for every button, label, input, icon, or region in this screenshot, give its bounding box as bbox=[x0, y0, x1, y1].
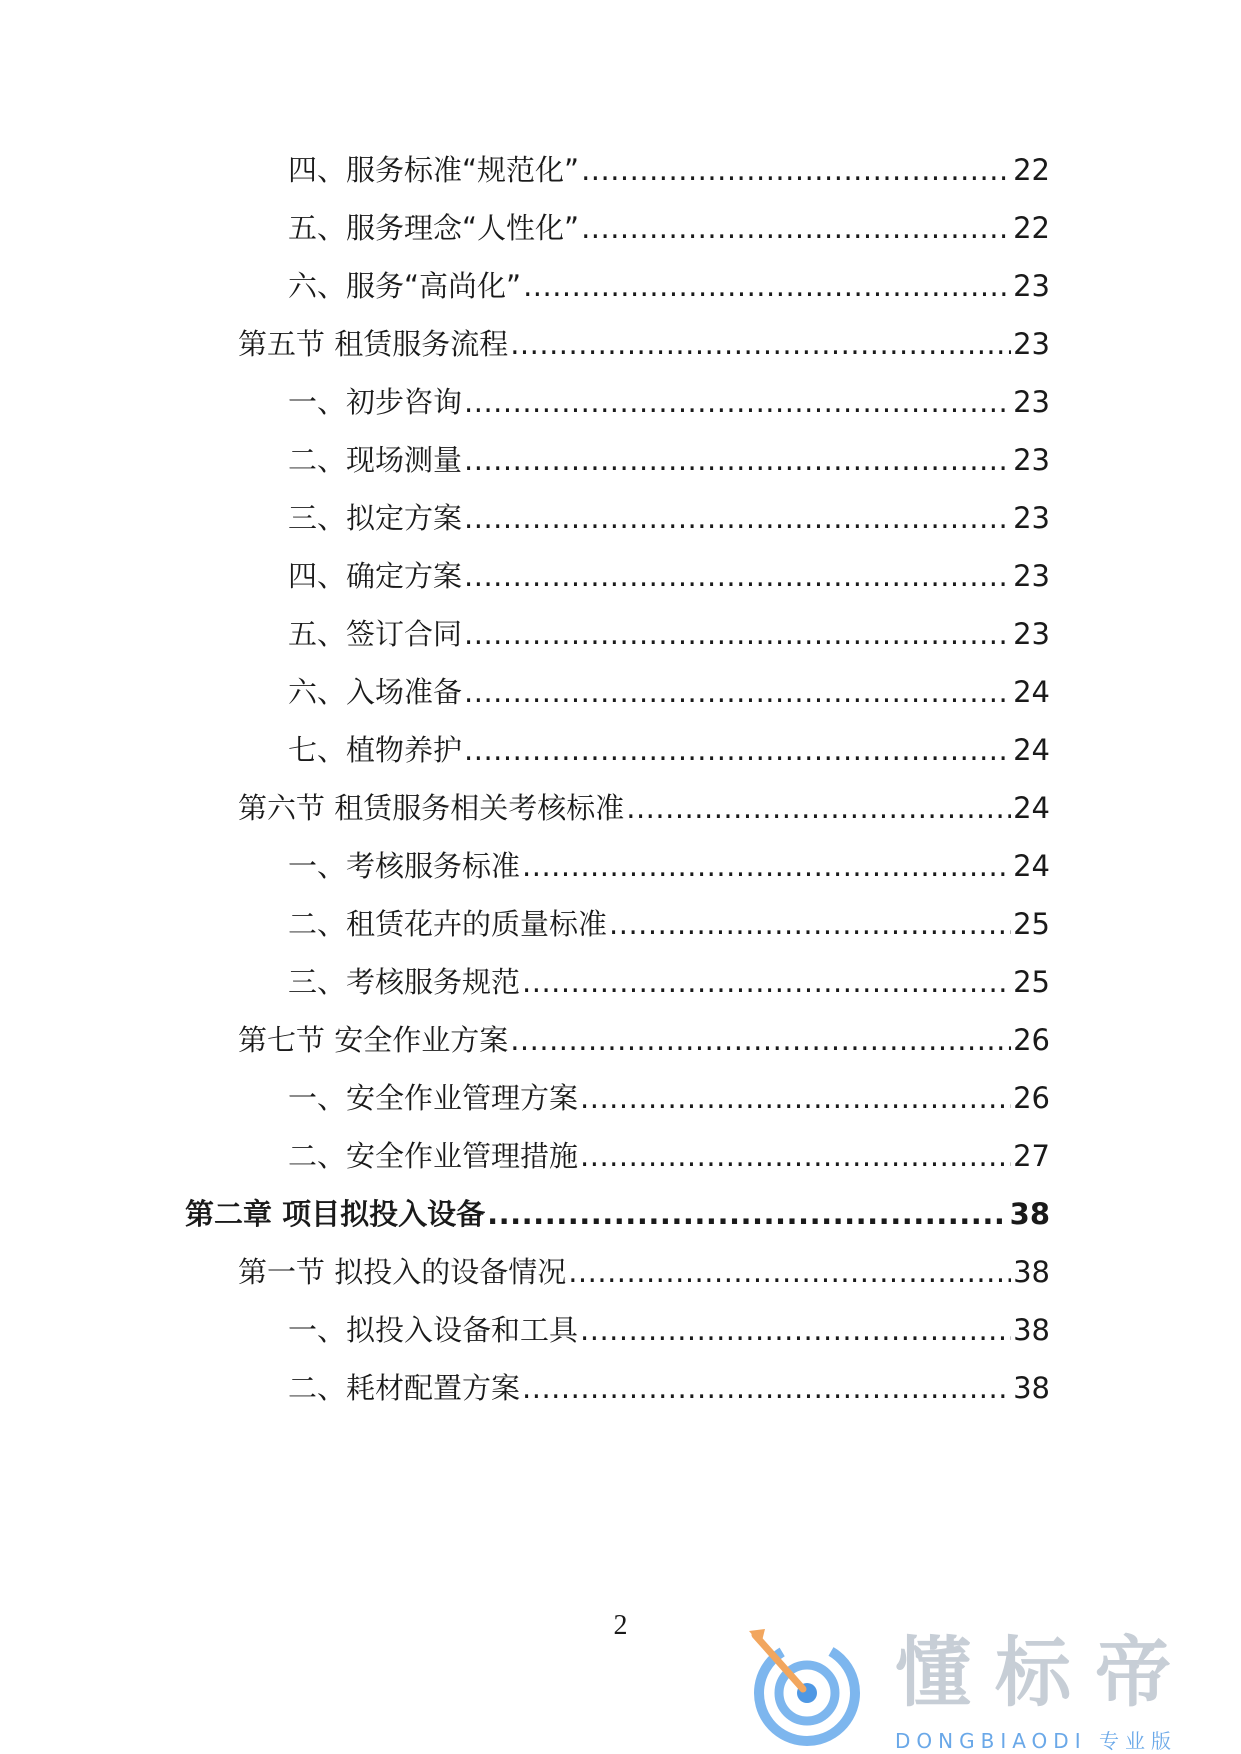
toc-entry-page: 22 bbox=[1013, 211, 1050, 245]
toc-dot-leader bbox=[580, 1136, 1011, 1176]
toc-dot-leader bbox=[580, 1078, 1011, 1118]
toc-entry[interactable] bbox=[288, 498, 1050, 538]
toc-entry-page: 26 bbox=[1013, 1023, 1050, 1057]
toc-entry-title: 二、现场测量 bbox=[288, 443, 463, 477]
toc-dot-leader bbox=[464, 672, 1011, 712]
toc-dot-leader bbox=[464, 556, 1011, 596]
toc-entry-title: 五、签订合同 bbox=[288, 617, 463, 651]
watermark-subtitle bbox=[895, 1725, 1177, 1754]
toc-entry-title: 六、入场准备 bbox=[288, 675, 463, 709]
toc-entry[interactable] bbox=[185, 1194, 1050, 1234]
toc-dot-leader bbox=[510, 1020, 1011, 1060]
toc-entry-page: 22 bbox=[1013, 153, 1050, 187]
toc-entry-page: 23 bbox=[1013, 327, 1050, 361]
toc-entry-title: 第五节 租赁服务流程 bbox=[238, 327, 509, 361]
toc-entry-page: 23 bbox=[1013, 269, 1050, 303]
toc-entry[interactable] bbox=[288, 1310, 1050, 1350]
toc-entry[interactable] bbox=[288, 440, 1050, 480]
toc-entry[interactable] bbox=[288, 846, 1050, 886]
toc-entry-page: 23 bbox=[1013, 559, 1050, 593]
toc-dot-leader bbox=[523, 266, 1011, 306]
toc-entry-title: 第二章 项目拟投入设备 bbox=[185, 1197, 486, 1231]
toc-dot-leader bbox=[464, 440, 1011, 480]
toc-entry[interactable] bbox=[288, 614, 1050, 654]
toc-entry-page: 23 bbox=[1013, 617, 1050, 651]
toc-entry-title: 二、租赁花卉的质量标准 bbox=[288, 907, 608, 941]
toc-entry-title: 一、拟投入设备和工具 bbox=[288, 1313, 579, 1347]
toc-entry[interactable] bbox=[288, 1078, 1050, 1118]
toc-entry-title: 第七节 安全作业方案 bbox=[238, 1023, 509, 1057]
toc-entry-page: 26 bbox=[1013, 1081, 1050, 1115]
toc-dot-leader bbox=[464, 614, 1011, 654]
toc-entry-title: 一、初步咨询 bbox=[288, 385, 463, 419]
toc-entry[interactable] bbox=[238, 324, 1050, 364]
toc-entry[interactable] bbox=[238, 1020, 1050, 1060]
toc-entry[interactable] bbox=[288, 382, 1050, 422]
toc-entry[interactable] bbox=[238, 788, 1050, 828]
toc-dot-leader bbox=[609, 904, 1011, 944]
toc-dot-leader bbox=[464, 498, 1011, 538]
toc-entry[interactable] bbox=[288, 208, 1050, 248]
toc-entry-title: 五、服务理念“人性化” bbox=[288, 211, 580, 245]
toc-entry-page: 23 bbox=[1013, 501, 1050, 535]
toc-entry[interactable] bbox=[288, 962, 1050, 1002]
toc-dot-leader bbox=[522, 962, 1011, 1002]
toc-entry-title: 二、耗材配置方案 bbox=[288, 1371, 521, 1405]
toc-dot-leader bbox=[626, 788, 1011, 828]
toc-entry-title: 三、考核服务规范 bbox=[288, 965, 521, 999]
toc-entry-page: 24 bbox=[1013, 675, 1050, 709]
toc-entry[interactable] bbox=[288, 1136, 1050, 1176]
target-logo-icon bbox=[745, 1625, 870, 1750]
toc-entry-title: 一、考核服务标准 bbox=[288, 849, 521, 883]
toc-entry-title: 七、植物养护 bbox=[288, 733, 463, 767]
toc-entry-title: 第一节 拟投入的设备情况 bbox=[238, 1255, 567, 1289]
toc-entry[interactable] bbox=[288, 266, 1050, 306]
toc-dot-leader bbox=[580, 1310, 1011, 1350]
toc-entry[interactable] bbox=[288, 1368, 1050, 1408]
toc-entry[interactable] bbox=[288, 556, 1050, 596]
toc-dot-leader bbox=[464, 382, 1011, 422]
watermark-edition: 专业版 bbox=[1098, 1729, 1177, 1753]
toc-entry[interactable] bbox=[288, 672, 1050, 712]
toc-entry-title: 四、服务标准“规范化” bbox=[288, 153, 580, 187]
toc-entry[interactable] bbox=[238, 1252, 1050, 1292]
toc-dot-leader bbox=[487, 1194, 1008, 1234]
toc-entry[interactable] bbox=[288, 904, 1050, 944]
toc-entry-title: 四、确定方案 bbox=[288, 559, 463, 593]
toc-entry-page: 25 bbox=[1013, 907, 1050, 941]
toc-dot-leader bbox=[581, 208, 1011, 248]
toc-entry-title: 二、安全作业管理措施 bbox=[288, 1139, 579, 1173]
toc-entry-page: 24 bbox=[1013, 733, 1050, 767]
watermark bbox=[745, 1625, 1235, 1753]
toc-entry-title: 第六节 租赁服务相关考核标准 bbox=[238, 791, 625, 825]
toc-entry-page: 27 bbox=[1013, 1139, 1050, 1173]
toc-dot-leader bbox=[510, 324, 1011, 364]
toc-dot-leader bbox=[581, 150, 1011, 190]
toc-entry-title: 三、拟定方案 bbox=[288, 501, 463, 535]
watermark-latin: DONGBIAODI bbox=[895, 1729, 1087, 1753]
toc-dot-leader bbox=[568, 1252, 1011, 1292]
toc-entry-page: 23 bbox=[1013, 385, 1050, 419]
page-number: 2 bbox=[613, 1610, 628, 1641]
toc-dot-leader bbox=[522, 1368, 1011, 1408]
toc-entry-page: 23 bbox=[1013, 443, 1050, 477]
toc-entry-page: 38 bbox=[1013, 1313, 1050, 1347]
watermark-brand-name: 懂标帝 bbox=[895, 1628, 1195, 1717]
toc-entry-page: 38 bbox=[1013, 1255, 1050, 1289]
toc-entry[interactable] bbox=[288, 150, 1050, 190]
toc-entry-title: 六、服务“高尚化” bbox=[288, 269, 522, 303]
toc-entry[interactable] bbox=[288, 730, 1050, 770]
toc-entry-page: 24 bbox=[1013, 849, 1050, 883]
toc-dot-leader bbox=[464, 730, 1011, 770]
toc-entry-page: 24 bbox=[1013, 791, 1050, 825]
toc-entry-page: 25 bbox=[1013, 965, 1050, 999]
toc-entry-title: 一、安全作业管理方案 bbox=[288, 1081, 579, 1115]
toc-dot-leader bbox=[522, 846, 1011, 886]
toc-entry-page: 38 bbox=[1009, 1197, 1050, 1231]
toc-entry-page: 38 bbox=[1013, 1371, 1050, 1405]
